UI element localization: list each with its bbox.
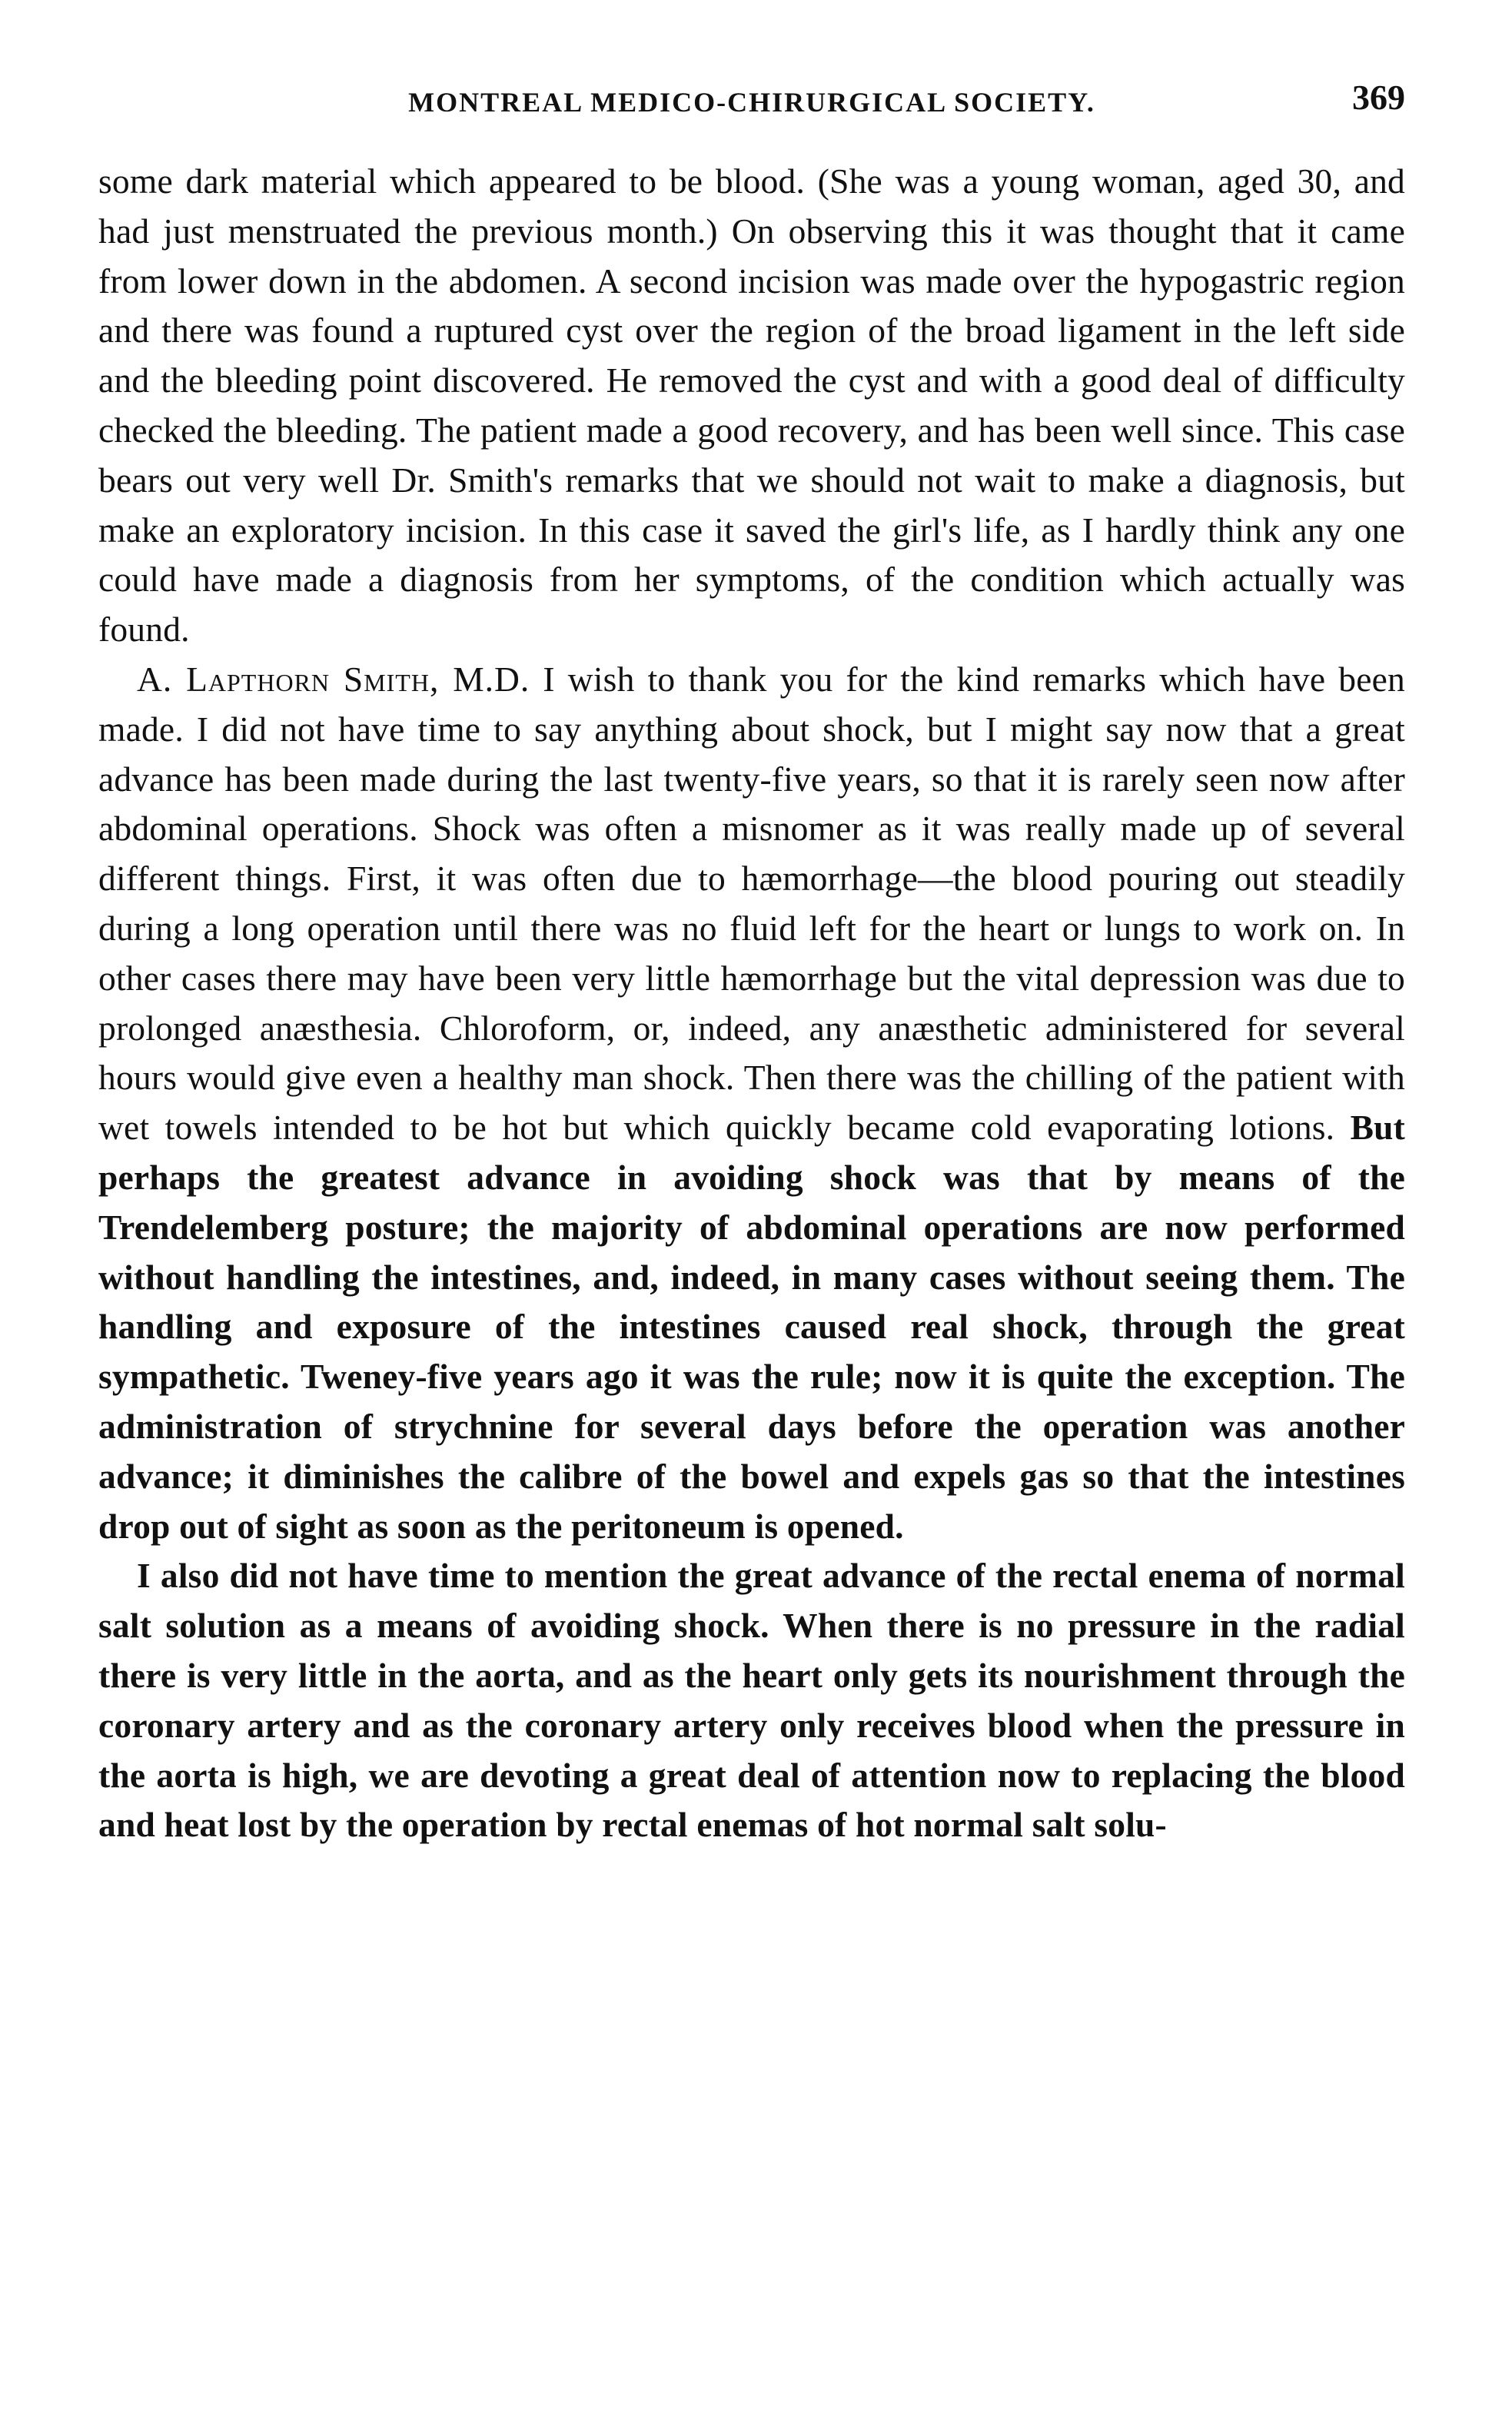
paragraph-speaker-remarks xyxy=(98,655,1405,1551)
paragraph-rectal-enema: I also did not have time to mention the great advance of the rectal enema of normal salt solution as a means of avoiding shock. When there is no pressure in the radial there is very little in the aorta, and as the heart only gets its nourishment through the coronary artery and as the coronary artery only receives blood when the pressure in the aorta is high, we are devoting a great deal of attention now to replacing the blood and heat lost by the operation by rectal enemas of hot normal salt solu- xyxy=(98,1556,1405,1845)
body-text xyxy=(98,157,1405,1850)
running-title: MONTREAL MEDICO-CHIRURGICAL SOCIETY. xyxy=(408,87,1095,118)
running-header xyxy=(98,77,1405,123)
paragraph-continuation: some dark material which appeared to be blood. (She was a young woman, aged 30, and had just menstruated the previous month.) On observing this it was thought that it came from lower down in the abdomen. A second incision was made over the hypogastric region and there was found a ruptured cyst over the region of the broad ligament in the left side and the bleeding point discovered. He removed the cyst and with a good deal of difficulty checked the bleeding. The patient made a good recovery, and has been well since. This case bears out very well Dr. Smith's remarks that we should not wait to make a diagnosis, but make an exploratory incision. In this case it saved the girl's life, as I hardly think any one could have made a diagnosis from her symptoms, of the condition which actually was found. xyxy=(98,161,1405,650)
paragraph-text: I wish to thank you for the kind remarks which have been made. I did not have time to say anything about shock, but I might say now that a great advance has been made during the last twenty-five years, so that it is rarely seen now after abdominal operations. Shock was often a misnomer as it was really made up of several different things. First, it was often due to hæmorrhage—the blood pouring out steadily during a long operation until there was no fluid left for the heart or lungs to work on. In other cases there may have been very little hæmorrhage but the vital depression was due to prolonged anæsthesia. Chloroform, or, indeed, any anæsthetic administered for several hours would give even a healthy man shock. Then there was the chilling of the patient with wet towels intended to be hot but which quickly became cold evaporating lotions. xyxy=(98,659,1405,1148)
speaker-name: A. Lapthorn Smith, M.D. xyxy=(137,659,530,699)
page-number: 369 xyxy=(1352,78,1405,117)
document-page xyxy=(98,77,1405,1850)
paragraph-text-bold: But perhaps the greatest advance in avoiding shock was that by means of the Trendelemberg posture; the majority of abdominal operations are now performed without handling the intestines, and, indeed, in many cases without seeing them. The handling and exposure of the intestines caused real shock, through the great sympathetic. Tweney-five years ago it was the rule; now it is quite the exception. The administration of strychnine for several days before the operation was another advance; it diminishes the calibre of the bowel and expels gas so that the intestines drop out of sight as soon as the peritoneum is opened. xyxy=(98,1108,1405,1546)
